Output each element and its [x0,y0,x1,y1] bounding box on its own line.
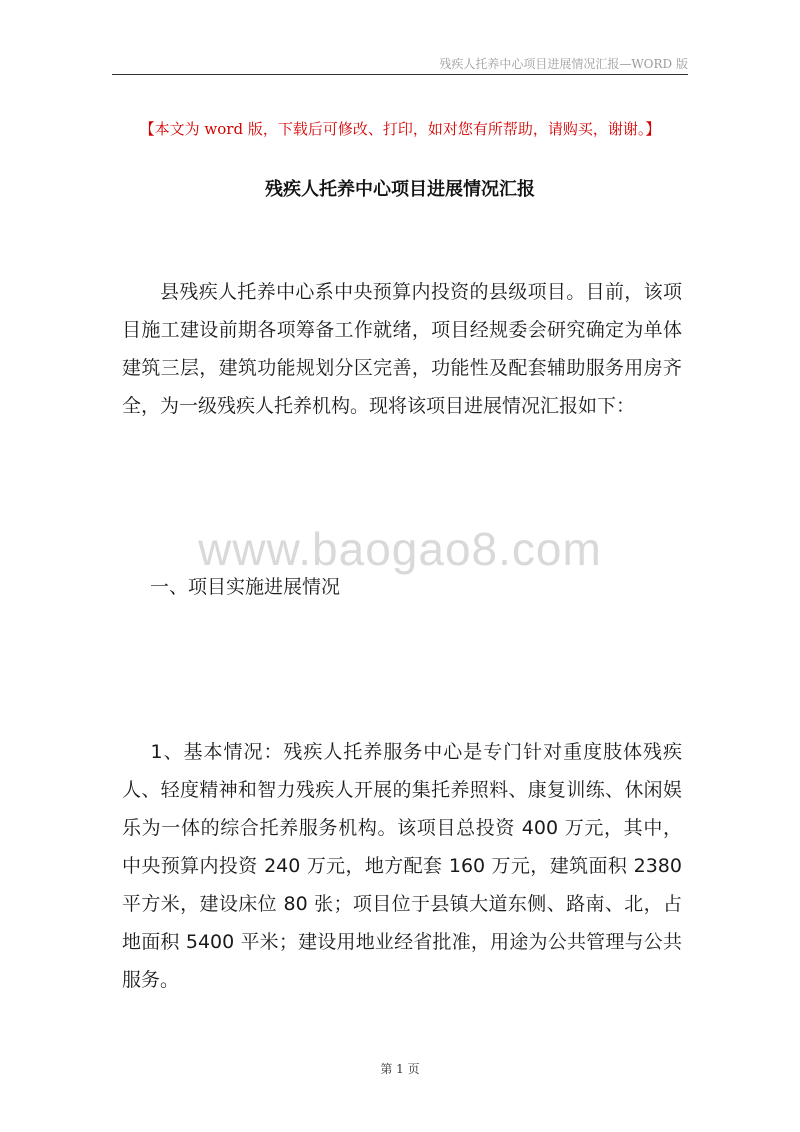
header-divider [112,74,688,75]
section-heading: 一、项目实施进展情况 [150,576,341,598]
running-header: 残疾人托养中心项目进展情况汇报—WORD 版 [439,57,688,71]
download-notice: 【本文为 word 版，下载后可修改、打印，如对您有所帮助，请购买，谢谢。】 [139,120,661,138]
watermark: www.baogao8.com [198,523,602,575]
intro-paragraph: 县残疾人托养中心系中央预算内投资的县级项目。目前，该项目施工建设前期各项筹备工作就绪，项目经规委会研究确定为单体建筑三层，建筑功能规划分区完善，功能性及配套辅助服务用房齐全，为一级残疾人托养机构。现将该项目进展情况汇报如下： [122,281,682,417]
document-title: 残疾人托养中心项目进展情况汇报 [265,179,535,200]
page-number: 第 1 页 [380,1062,420,1076]
basic-info-paragraph: 1、基本情况：残疾人托养服务中心是专门针对重度肢体残疾人、轻度精神和智力残疾人开展的集托养照料、康复训练、休闲娱乐为一体的综合托养服务机构。该项目总投资 400 万元，其中，中央预算内投资 240 万元，地方配套 160 万元，建筑面积 2380 平方米，建设床位 80 张；项目位于县镇大道东侧、路南、北，占地面积 5400 平米；建设用地业经省批准，用途为公共管理与公共服务。 [122,741,682,991]
